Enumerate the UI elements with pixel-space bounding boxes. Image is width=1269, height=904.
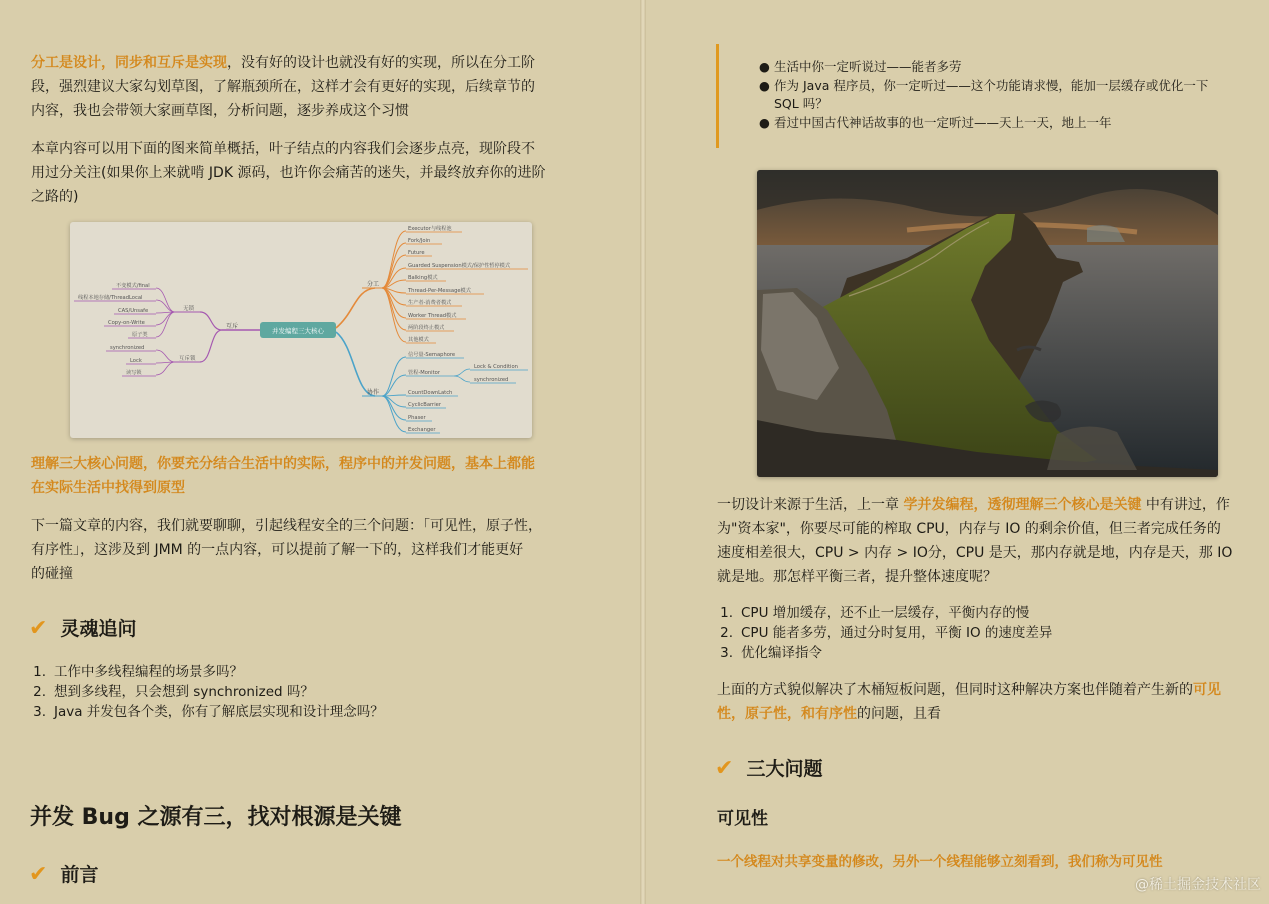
mindmap-leaf: Lock <box>130 358 142 364</box>
bucket-paragraph <box>717 678 1257 726</box>
mindmap-leaf: Worker Thread模式 <box>408 313 457 319</box>
mindmap-branch-fengong: 分工 <box>367 281 380 288</box>
mindmap-leaf: 两阶段终止模式 <box>408 325 445 331</box>
list-text: Java 并发包各个类，你有了解底层实现和设计理念吗？ <box>54 704 384 720</box>
bullet-text: 作为 Java 程序员，你一定听过——这个功能请求慢，能加一层缓存或优化一下 <box>774 77 1209 93</box>
mindmap-image <box>70 222 532 438</box>
mindmap-leaf: Thread-Per-Message模式 <box>408 288 471 294</box>
next-article-paragraph <box>31 514 601 586</box>
mindmap-xiezuo-group <box>382 350 528 433</box>
visibility-subheading: 可见性 <box>717 809 768 829</box>
list-text: CPU 能者多劳，通过分时复用，平衡 IO 的速度差异 <box>741 625 1053 641</box>
highlight-visibility: 可见 <box>1193 682 1221 698</box>
mindmap-leaf: 不变模式/final <box>116 283 150 289</box>
mindmap-huchisuo-group <box>106 345 175 376</box>
bullet-item <box>757 58 1227 77</box>
mindmap-svg <box>70 222 532 438</box>
visibility-definition: 一个线程对共享变量的修改，另外一个线程能够立刻看到，我们称为可见性 <box>717 854 1163 870</box>
landscape-photo <box>757 170 1218 477</box>
mindmap-leaf: Exchanger <box>408 427 436 433</box>
quote-bar <box>716 44 719 148</box>
bullet-text: 生活中你一定听说过——能者多劳 <box>774 59 962 74</box>
text-line: ，没有好的设计也就没有好的实现，所以在分工阶 <box>227 55 535 71</box>
mindmap-leaf: Lock & Condition <box>474 364 518 370</box>
mindmap-leaf: CountDownLatch <box>408 390 453 396</box>
summary-paragraph <box>31 137 601 209</box>
list-text: CPU 增加缓存，还不止一层缓存，平衡内存的慢 <box>741 605 1030 621</box>
text-line: 有序性」，这涉及到 JMM 的一点内容，可以提前了解一下的，这样我们才能更好 <box>31 542 524 558</box>
landscape-photo-svg <box>757 170 1218 477</box>
text-line: 用过分关注(如果你上来就啃 JDK 源码，也许你会痛苦的迷失，并最终放弃你的进阶 <box>31 165 546 181</box>
mindmap-leaf: Balking模式 <box>408 275 438 281</box>
list-item <box>711 603 1052 623</box>
mindmap-leaf: Copy-on-Write <box>108 320 145 326</box>
list-number: 3. <box>720 645 733 661</box>
solution-list <box>711 603 1052 663</box>
list-number: 2. <box>33 684 46 700</box>
intro-paragraph <box>31 51 601 123</box>
mindmap-leaf: 信号量-Semaphore <box>408 352 456 358</box>
mindmap-branch-wusuo: 无锁 <box>183 306 195 312</box>
mindmap-branch-huchisuo: 互斥锁 <box>179 356 196 362</box>
text-line: 速度相差很大，CPU > 内存 > IO分，CPU 是天，那内存就是地，内存是天，那 IO <box>717 545 1233 561</box>
list-item <box>711 623 1052 643</box>
mindmap-leaf: CyclicBarrier <box>408 402 441 408</box>
list-item <box>24 682 384 702</box>
list-number: 2. <box>720 625 733 641</box>
mindmap-leaf: CAS/Unsafe <box>118 308 149 314</box>
mindmap-branch-huchi: 互斥 <box>226 323 239 330</box>
checkmark-icon: ✔ <box>29 616 48 641</box>
list-text: 工作中多线程编程的场景多吗？ <box>54 664 243 680</box>
checkmark-icon: ✔ <box>715 756 734 781</box>
design-life-paragraph <box>717 493 1257 589</box>
mindmap-leaf: 管程-Monitor <box>408 370 440 376</box>
list-item <box>24 662 384 682</box>
text-line: 在实际生活中找得到原型 <box>31 480 185 496</box>
list-number: 1. <box>33 664 46 680</box>
list-text: 优化编译指令 <box>741 645 822 661</box>
text-line: 上面的方式貌似解决了木桶短板问题，但同时这种解决方案也伴随着产生新的 <box>717 682 1193 698</box>
text-line: 的问题，且看 <box>857 706 941 722</box>
mindmap-root-label: 并发编程三大核心 <box>272 327 324 335</box>
text-line: 之路的) <box>31 189 79 205</box>
list-text: 想到多线程，只会想到 synchronized 吗？ <box>54 684 314 700</box>
bullet-dot-icon: ● <box>759 59 770 74</box>
section-soul-heading <box>29 614 137 641</box>
list-number: 3. <box>33 704 46 720</box>
chapter-title: 并发 Bug 之源有三，找对根源是关键 <box>30 805 402 830</box>
core-problems-highlight <box>31 452 601 500</box>
mindmap-leaf: Executor与线程池 <box>408 226 452 232</box>
mindmap-leaf: 原子类 <box>132 332 148 338</box>
highlight-design: 分工是设计， <box>31 55 115 71</box>
text-line: 一切设计来源于生活，上一章 <box>717 497 904 513</box>
watermark: @稀土掘金技术社区 <box>1135 877 1261 893</box>
section-three-heading <box>715 754 823 781</box>
mindmap-leaf: 生产者-消费者模式 <box>408 300 452 306</box>
chapter-link[interactable]: 学并发编程，透彻理解三个核心是关键 <box>903 497 1142 513</box>
text-line: 为"资本家"，你要尽可能的榨取 CPU，内存与 IO 的剩余价值，但三者完成任务的 <box>717 521 1221 537</box>
section-title: 前言 <box>60 864 99 886</box>
list-number: 1. <box>720 605 733 621</box>
section-title: 灵魂追问 <box>60 618 137 640</box>
text-line: 中有讲过，作 <box>1141 497 1230 513</box>
text-line: 段，强烈建议大家勾划草图，了解瓶颈所在，这样才会有更好的实现，后续章节的 <box>31 79 535 95</box>
list-item <box>711 643 1052 663</box>
mindmap-leaf: 其他模式 <box>408 337 429 343</box>
mindmap-leaf: 读写锁 <box>126 370 142 376</box>
life-examples-list <box>757 58 1227 132</box>
bullet-dot-icon: ● <box>759 77 770 93</box>
list-item <box>24 702 384 722</box>
section-title: 三大问题 <box>746 758 823 780</box>
mindmap-leaf: Phaser <box>408 415 426 421</box>
mindmap-leaf: Future <box>408 250 425 256</box>
mindmap-leaf: Guarded Suspension模式/保护性暂停模式 <box>408 263 511 269</box>
text-line: 理解三大核心问题，你要充分结合生活中的实际，程序中的并发问题，基本上都能 <box>31 456 535 472</box>
text-line: 就是地。那怎样平衡三者，提升整体速度呢？ <box>717 569 997 585</box>
highlight-sync: 同步和互斥是实现 <box>115 55 227 71</box>
mindmap-fengong-group <box>382 224 528 343</box>
mindmap-wusuo-group <box>74 281 175 338</box>
mindmap-leaf: synchronized <box>110 345 145 351</box>
text-line: 内容，我也会带领大家画草图，分析问题，逐步养成这个习惯 <box>31 103 409 119</box>
bullet-item <box>757 114 1227 133</box>
mindmap-leaf: Fork/Join <box>408 238 431 244</box>
bullet-dot-icon: ● <box>759 114 770 130</box>
checkmark-icon: ✔ <box>29 862 48 887</box>
mindmap-leaf: 线程本地存储/ThreadLocal <box>78 295 143 301</box>
section-preface-heading <box>29 860 99 887</box>
mindmap-branch-xiezuo: 协作 <box>367 389 380 396</box>
bullet-text: SQL 吗？ <box>774 96 828 111</box>
highlight-properties: 性，原子性，和有序性 <box>717 706 857 722</box>
bullet-item <box>757 77 1227 114</box>
mindmap-leaf: synchronized <box>474 377 509 383</box>
question-list <box>24 662 384 722</box>
text-line: 下一篇文章的内容，我们就要聊聊，引起线程安全的三个问题：「可见性，原子性， <box>31 518 542 534</box>
text-line: 的碰撞 <box>31 566 73 582</box>
text-line: 本章内容可以用下面的图来简单概括，叶子结点的内容我们会逐步点亮，现阶段不 <box>31 141 535 157</box>
bullet-text: 看过中国古代神话故事的也一定听过——天上一天，地上一年 <box>774 114 1112 130</box>
